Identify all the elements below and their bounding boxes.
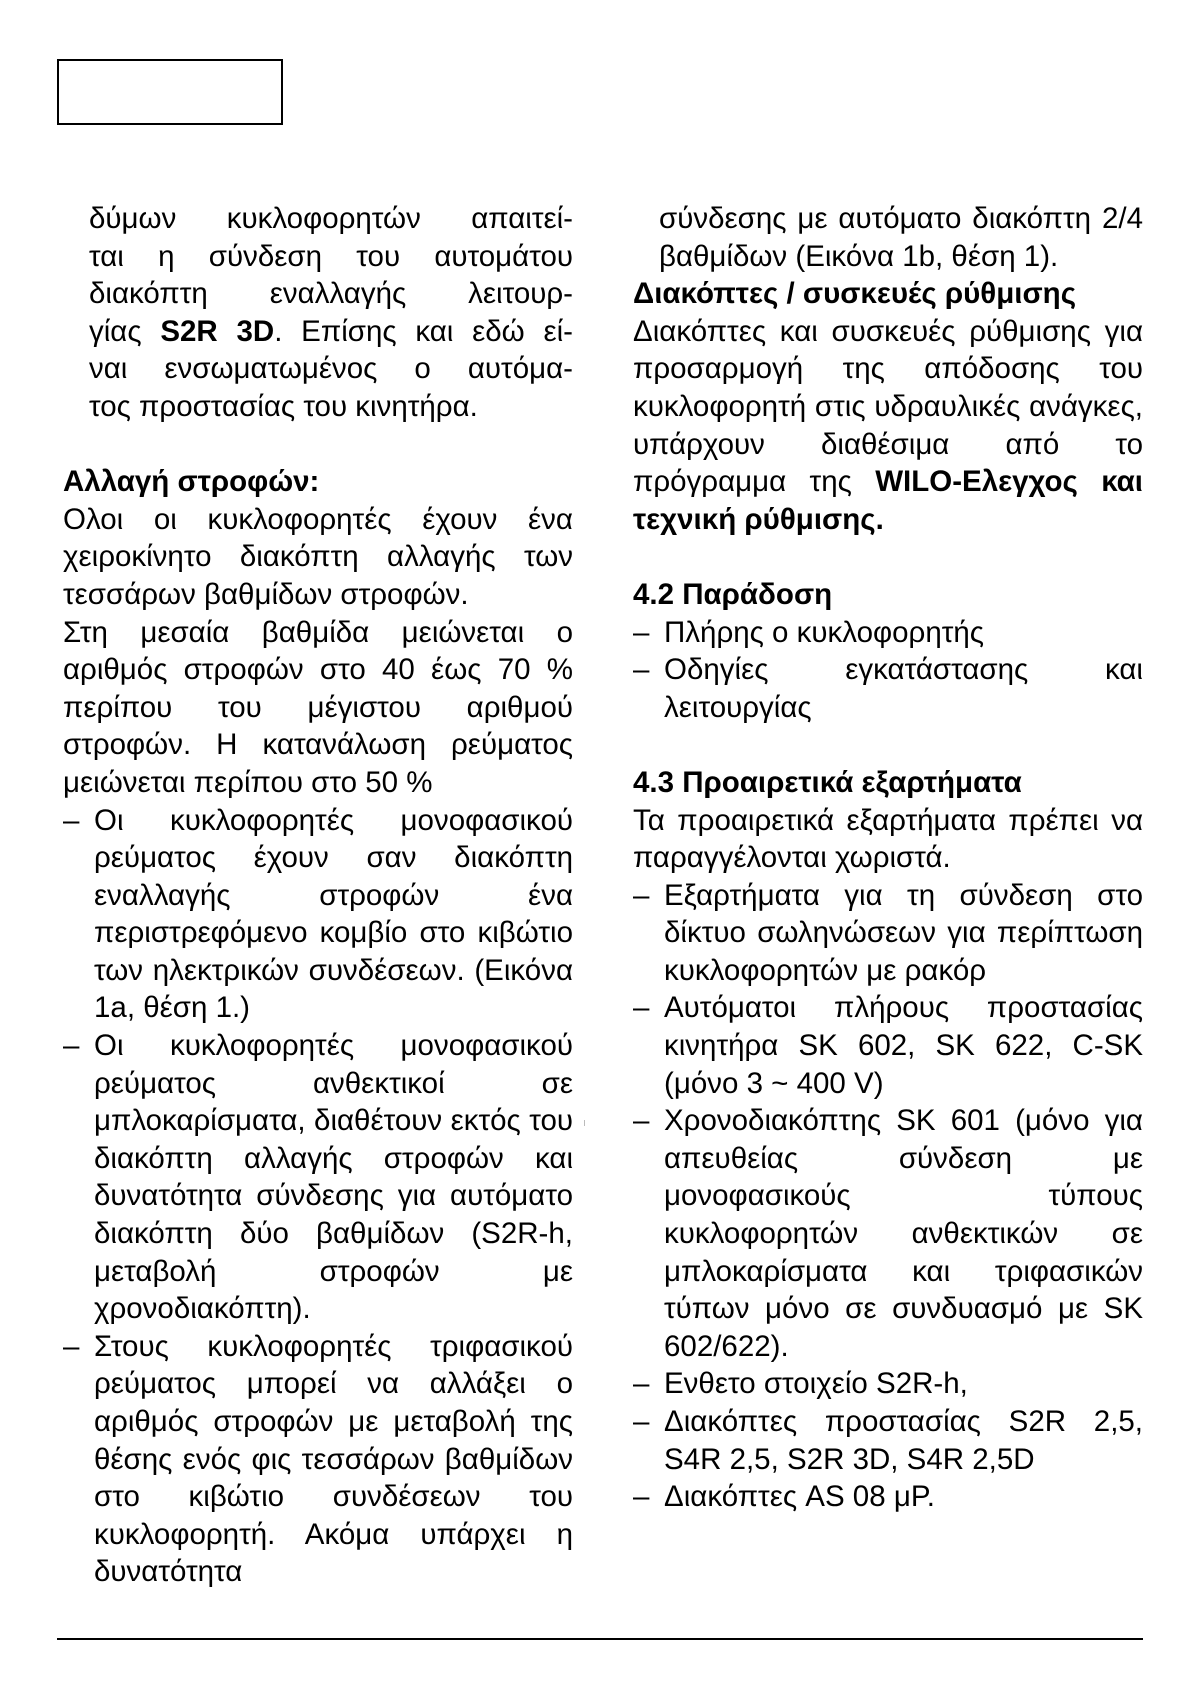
footer-rule — [57, 1638, 1143, 1640]
intro-line: διακόπτη εναλλαγής λειτουρ- — [89, 277, 573, 311]
switches-text: Διακόπτες και συσκευές ρύθμισης για προσαρμογή της απόδοσης του κυκλοφορητή στις υδραυλικές ανάγκες, υπάρχουν διαθέσιμα από το πρόγραμμα της — [633, 314, 1143, 499]
intro-text: γίας — [89, 314, 161, 348]
intro-line-mixed — [89, 313, 573, 351]
list-item: – Ενθετο στοιχείο S2R-h, — [633, 1365, 1143, 1403]
intro-bold-model: S2R 3D — [160, 314, 275, 348]
list-item: – Αυτόματοι πλήρους προστασίας κινητήρα SK 602, SK 622, C-SK (μόνο 3 ~ 400 V) — [633, 989, 1143, 1102]
options-list — [633, 877, 1143, 1516]
delivery-heading: 4.2 Παράδοση — [633, 577, 833, 611]
intro-paragraph — [63, 200, 573, 426]
list-item: – Χρονοδιακόπτης SK 601 (μόνο για απευθείας σύνδεση με μονοφασικούς τύπους κυκλοφορητών ανθεκτικών σε μπλοκαρίσματα και τριφασικών τύπων μόνο σε συνδυασμό με SK 602/622). — [633, 1102, 1143, 1365]
intro-line: ναι ενσωματωμένος ο αυτόμα- — [89, 352, 573, 386]
list-item: – Οι κυκλοφορητές μονοφασικού ρεύματος έχουν σαν διακόπτη εναλλαγής στροφών ένα περιστρεφόμενο κομβίο στο κιβώτιο των ηλεκτρικών συνδέσεων. (Εικόνα 1a, θέση 1.) — [63, 802, 573, 1028]
list-item: – Εξαρτήματα για τη σύνδεση στο δίκτυο σωληνώσεων για περίπτωση κυκλοφορητών με ρακόρ — [633, 877, 1143, 990]
speed-list — [63, 802, 573, 1591]
list-item: – Στους κυκλοφορητές τριφασικού ρεύματος μπορεί να αλλάξει ο αριθμός στροφών με μεταβολή της θέσης ενός φις τεσσάρων βαθμίδων στο κιβώτιο συνδέσεων του κυκλοφορητή. Ακόμα υπάρχει η δυνατότητα — [63, 1328, 573, 1591]
list-item: – Πλήρης ο κυκλοφορητής — [633, 614, 1143, 652]
options-heading: 4.3 Προαιρετικά εξαρτήματα — [633, 765, 1022, 799]
left-column — [63, 200, 573, 1591]
speed-change-heading: Αλλαγή στροφών: — [63, 465, 320, 499]
scan-speck — [584, 1120, 585, 1126]
list-item: – Οδηγίες εγκατάστασης και λειτουργίας — [633, 651, 1143, 726]
switches-heading: Διακόπτες / συσκευές ρύθμισης — [633, 277, 1077, 311]
options-paragraph: Τα προαιρετικά εξαρτήματα πρέπει να παραγγέλονται χωριστά. — [633, 803, 1143, 875]
switches-paragraph — [633, 313, 1143, 539]
speed-paragraph-1: Ολοι οι κυκλοφορητές έχουν ένα χειροκίνητο διακόπτη αλλαγής των τεσσάρων βαθμίδων στροφών. — [63, 502, 573, 611]
list-item: – Διακόπτες AS 08 μP. — [633, 1478, 1143, 1516]
header-frame — [57, 59, 283, 125]
list-item: – Οι κυκλοφορητές μονοφασικού ρεύματος ανθεκτικοί σε μπλοκαρίσματα, διαθέτουν εκτός του διακόπτη αλλαγής στροφών και δυνατότητα σύνδεσης για αυτόματο διακόπτη δύο βαθμίδων (S2R-h, μεταβολή στροφών με χρονοδιακόπτη). — [63, 1027, 573, 1328]
right-column — [633, 200, 1143, 1516]
intro-line: ται η σύνδεση του αυτομάτου — [89, 239, 573, 273]
continuation-paragraph: σύνδεσης με αυτόματο διακόπτη 2/4 βαθμίδων (Εικόνα 1b, θέση 1). — [659, 202, 1143, 273]
intro-line: τος προστασίας του κινητήρα. — [89, 389, 478, 423]
intro-text: . Επίσης και εδώ εί- — [274, 314, 573, 348]
delivery-list — [633, 614, 1143, 727]
speed-paragraph-2: Στη μεσαία βαθμίδα μειώνεται ο αριθμός στροφών στο 40 έως 70 % περίπου του μέγιστου αριθμού στροφών. Η κατανάλωση ρεύματος μειώνεται περίπου στο 50 % — [63, 615, 573, 799]
intro-line: δύμων κυκλοφορητών απαιτεί- — [89, 202, 573, 235]
switches-bold-text: WILO-Ελεγχος και τεχνική ρύθμισης. — [633, 465, 1143, 536]
list-item: – Διακόπτες προστασίας S2R 2,5, S4R 2,5, S2R 3D, S4R 2,5D — [633, 1403, 1143, 1478]
